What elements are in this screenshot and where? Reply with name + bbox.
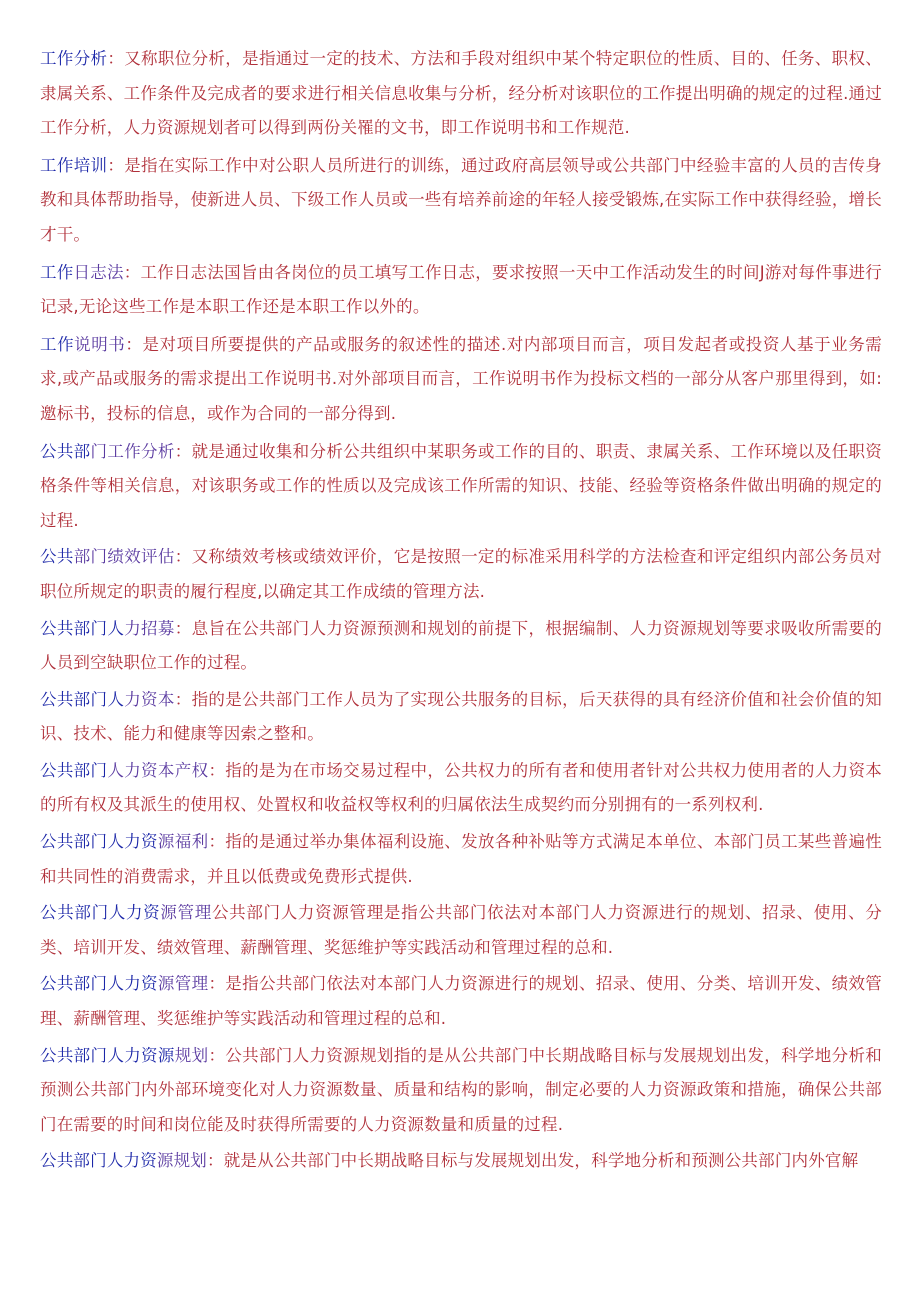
entry-term: 公共部门人 xyxy=(40,618,125,638)
glossary-entry-renli-ziyuan-guanli-b xyxy=(40,967,882,1036)
entry-definition: ：是对项目所要提供的产品或服务的叙述性的描述.对内部项目而言，项目发起者或投资人基于业务需求,或产品或服务的需求提出工作说明书.对外部项目而言，工作说明书作为投标文档的一部分从客户那里得到，如:邀标书，投标的信息，或作为合同的一部分得到. xyxy=(40,334,882,423)
entry-term-tail: 门工作分析 xyxy=(90,441,175,461)
entry-term-tail: 人力资本产权 xyxy=(107,760,209,780)
entry-term: 公共部门人力资 xyxy=(40,903,161,923)
glossary-entry-gongzuo-rizhifa xyxy=(40,256,882,325)
entry-term: 工作 xyxy=(40,49,74,68)
entry-term: 工作 xyxy=(40,334,75,354)
document-page xyxy=(40,42,882,1181)
entry-term-tail: 培训 xyxy=(73,155,108,175)
entry-term: 公共部门人力资源 xyxy=(40,1045,175,1065)
entry-term: 工作 xyxy=(40,262,74,282)
entry-term-tail: 规划 xyxy=(174,1045,209,1065)
glossary-entry-gongzuo-peixun xyxy=(40,149,882,253)
entry-definition: ：指的是为在市场交易过程中，公共权力的所有者和使用者针对公共权力使用者的人力资本的所有权及其派生的使用权、处置权和收益权等权利的归属依法生成契约而分别拥有的一系列权利. xyxy=(40,760,882,815)
entry-term-tail: 源管理 xyxy=(160,903,212,923)
glossary-entry-gonggong-gongzuo-fenxi xyxy=(40,435,882,539)
entry-definition: 公共部门人力资源管理是指公共部门依法对本部门人力资源进行的规划、招录、使用、分类、培训开发、绩效管理、薪酬管理、奖惩维护等实践活动和管理过程的总和. xyxy=(40,903,882,957)
entry-definition: ：工作日志法国旨由各岗位的员工填写工作日志，要求按照一天中工作活动发生的时间J游对每件事进行记录,无论这些工作是本职工作还是本职工作以外的。 xyxy=(40,262,882,317)
glossary-entry-renli-ziyuan-guihua-b xyxy=(40,1144,882,1179)
glossary-entry-jixiao-pinggu xyxy=(40,540,882,609)
entry-term: 公共部门人力资 xyxy=(40,1151,157,1171)
entry-definition: ：息旨在公共部门人力资源预测和规划的前提下，根据编制、人力资源规划等要求吸收所需要的人员到空缺职位工作的过程。 xyxy=(40,618,882,673)
entry-term-tail: 力招募 xyxy=(124,618,175,638)
entry-term-tail: 力资本 xyxy=(124,689,175,709)
entry-term-tail: 源管理 xyxy=(157,974,209,994)
glossary-entry-renli-ziben xyxy=(40,683,882,752)
glossary-entry-gongzuo-fenxi xyxy=(40,42,882,146)
glossary-entry-gongzuo-shuomingshu xyxy=(40,328,882,432)
entry-definition: ：是指在实际工作中对公职人员所进行的训练，通过政府高层领导或公共部门中经验丰富的人员的吉传身教和具体帮助指导，使新进人员、下级工作人员或一些有培养前途的年轻人接受锻炼,在实际工作中获得经验，增长才干。 xyxy=(40,155,882,244)
entry-definition: ：指的是公共部门工作人员为了实现公共服务的目标，后天获得的具有经济价值和社会价值的知识、技术、能力和健康等因索之整和。 xyxy=(40,689,882,744)
glossary-entry-renli-ziben-chanquan xyxy=(40,754,882,823)
glossary-entry-renli-ziyuan-guihua-a xyxy=(40,1039,882,1143)
glossary-entry-renli-ziyuan-fuli xyxy=(40,825,882,894)
entry-term: 公共部门人 xyxy=(40,689,125,709)
entry-definition: ：又称职位分析，是指通过一定的技术、方法和手段对组织中某个特定职位的性质、目的、任务、职权、隶属关系、工作条件及完成者的要求进行相关信息收集与分析，经分析对该职位的工作提出明确的规定的过程.通过工作分析，人力资源规划者可以得到两份关罹的文书，即工作说明书和工作规范. xyxy=(40,49,882,138)
entry-term-tail: 说明书 xyxy=(74,334,126,354)
entry-term-tail: 部门绩效评估 xyxy=(73,547,175,567)
entry-term-tail: 源规划 xyxy=(156,1151,208,1171)
entry-definition: ：指的是通过举办集体福利设施、发放各种补贴等方式满足本单位、本部门员工某些普遍性和共同性的消费需求，并且以低费或免费形式提供. xyxy=(40,832,882,886)
entry-definition: ：就是通过收集和分析公共组织中某职务或工作的目的、职责、隶属关系、工作环境以及任职资格条件等相关信息，对该职务或工作的性质以及完成该工作所需的知识、技能、经验等资格条件做出明确的规定的过程. xyxy=(40,441,882,530)
entry-definition: ：就是从公共部门中长期战略目标与发展规划出发，科学地分析和预测公共部门内外官解 xyxy=(207,1151,859,1171)
entry-term: 公共部门人力资 xyxy=(40,832,158,852)
glossary-entry-renli-ziyuan-guanli-a xyxy=(40,896,882,965)
entry-term-tail: 分析 xyxy=(73,49,108,68)
entry-definition: ：是指公共部门依法对本部门人力资源进行的规划、招录、使用、分类、培训开发、绩效管理、薪酬管理、奖惩维护等实践活动和管理过程的总和. xyxy=(40,974,882,1029)
entry-term: 公共 xyxy=(40,547,74,567)
entry-term: 公共部门人力资 xyxy=(40,974,158,994)
entry-definition: ：公共部门人力资源规划指的是从公共部门中长期战略目标与发展规划出发，科学地分析和预测公共部门内外部环境变化对人力资源数量、质量和结构的影响，制定必要的人力资源政策和措施，确保公共部门在需要的时间和岗位能及时获得所需要的人力资源数量和质量的过程. xyxy=(40,1045,882,1134)
entry-definition: ：又称绩效考核或绩效评价，它是按照一定的标准采用科学的方法检查和评定组织内部公务员对职位所规定的职责的履行程度,以确定其工作成绩的管理方法. xyxy=(40,547,882,601)
entry-term: 工作 xyxy=(40,155,74,175)
glossary-entry-renli-zhaomu xyxy=(40,612,882,681)
entry-term-tail: 日志法 xyxy=(73,262,124,282)
entry-term: 公共部门 xyxy=(40,760,108,780)
entry-term-tail: 源福利 xyxy=(157,832,209,852)
entry-term: 公共部 xyxy=(40,441,91,461)
